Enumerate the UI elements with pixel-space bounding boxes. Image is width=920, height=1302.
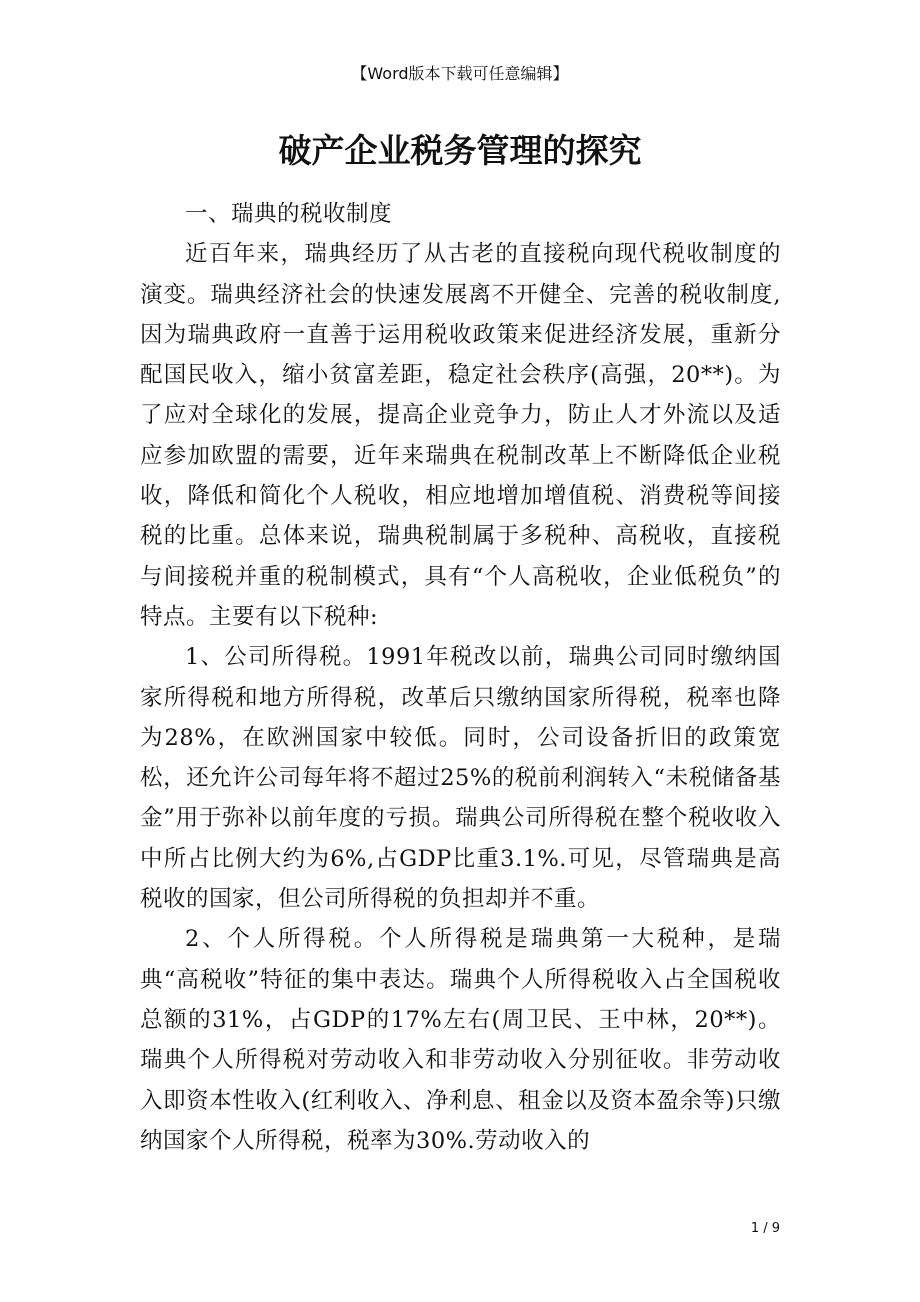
paragraph: 2、个人所得税。个人所得税是瑞典第一大税种，是瑞典“高税收”特征的集中表达。瑞典个人所得税收入占全国税收总额的31%，占GDP的17%左右(周卫民、王中林，20**)。瑞典个人所得税对劳动收入和非劳动收入分别征收。非劳动收入即资本性收入(红利收入、净利息、租金以及资本盈余等)只缴纳国家个人所得税，税率为30%.劳动收入的 xyxy=(140,926,781,1154)
page-header: 【Word版本下载可任意编辑】 xyxy=(351,64,569,83)
paragraph: 1、公司所得税。1991年税改以前，瑞典公司同时缴纳国家所得税和地方所得税，改革后只缴纳国家所得税，税率也降为28%，在欧洲国家中较低。同时，公司设备折旧的政策宽松，还允许公司每年将不超过25%的税前利润转入“未税储备基金”用于弥补以前年度的亏损。瑞典公司所得税在整个税收收入中所占比例大约为6%,占GDP比重3.1%.可见，尽管瑞典是高税收的国家，但公司所得税的负担却并不重。 xyxy=(140,644,781,913)
section-heading: 一、瑞典的税收制度 xyxy=(185,201,393,227)
paragraph: 近百年来，瑞典经历了从古老的直接税向现代税收制度的演变。瑞典经济社会的快速发展离不开健全、完善的税收制度,因为瑞典政府一直善于运用税收政策来促进经济发展，重新分配国民收入，缩小贫富差距，稳定社会秩序(高强，20**)。为了应对全球化的发展，提高企业竞争力，防止人才外流以及适应参加欧盟的需要，近年来瑞典在税制改革上不断降低企业税收，降低和简化个人税收，相应地增加增值税、消费税等间接税的比重。总体来说，瑞典税制属于多税种、高税收，直接税与间接税并重的税制模式，具有“个人高税收，企业低税负”的特点。主要有以下税种: xyxy=(140,241,781,630)
document-title: 破产企业税务管理的探究 xyxy=(278,131,642,170)
document-body xyxy=(140,194,781,1161)
page-number: 1 / 9 xyxy=(750,1221,780,1236)
